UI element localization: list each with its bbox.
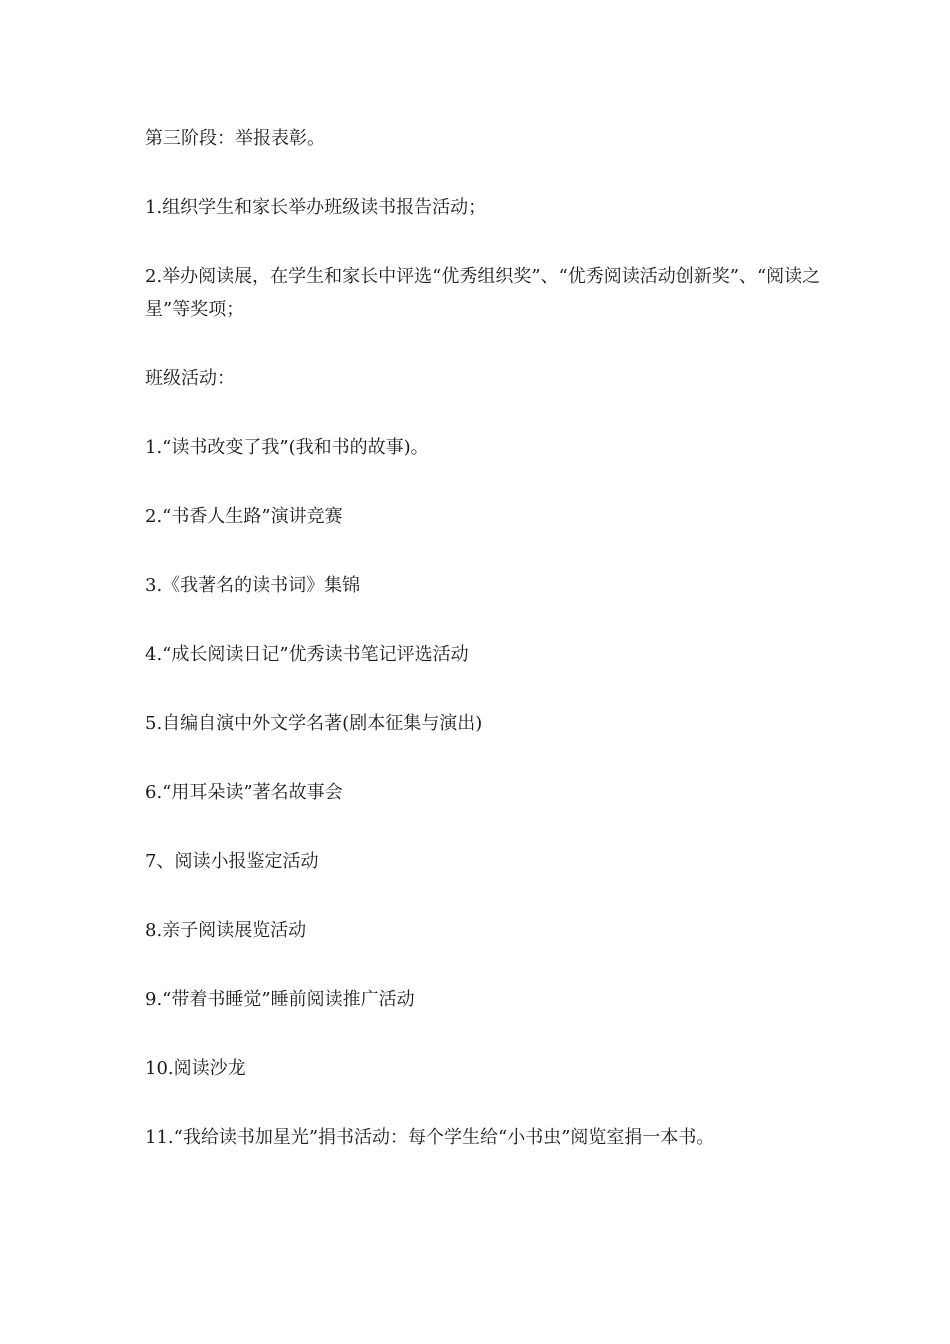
list-item: 7、阅读小报鉴定活动 [145,851,319,872]
list-item: 9.“带着书睡觉”睡前阅读推广活动 [145,989,415,1010]
document-body [145,122,825,1190]
list-item: 8.亲子阅读展览活动 [145,920,307,941]
list-item: 4.“成长阅读日记”优秀读书笔记评选活动 [145,644,469,665]
section-heading-stage-three: 第三阶段：举报表彰。 [145,128,325,149]
list-item: 2.“书香人生路”演讲竞赛 [145,506,343,527]
list-item: 6.“用耳朵读”著名故事会 [145,782,343,803]
list-item: 2.举办阅读展，在学生和家长中评选“优秀组织奖”、“优秀阅读活动创新奖”、“阅读之星”等奖项； [145,266,821,320]
list-item: 1.“读书改变了我”(我和书的故事)。 [145,437,429,458]
list-item: 5.自编自演中外文学名著(剧本征集与演出) [145,713,483,734]
list-item: 1.组织学生和家长举办班级读书报告活动； [145,197,487,218]
list-item: 3.《我著名的读书词》集锦 [145,575,361,596]
list-item: 10.阅读沙龙 [145,1058,246,1079]
list-item: 11.“我给读书加星光”捐书活动：每个学生给“小书虫”阅览室捐一本书。 [145,1127,715,1148]
section-heading-class-activities: 班级活动： [145,368,235,389]
